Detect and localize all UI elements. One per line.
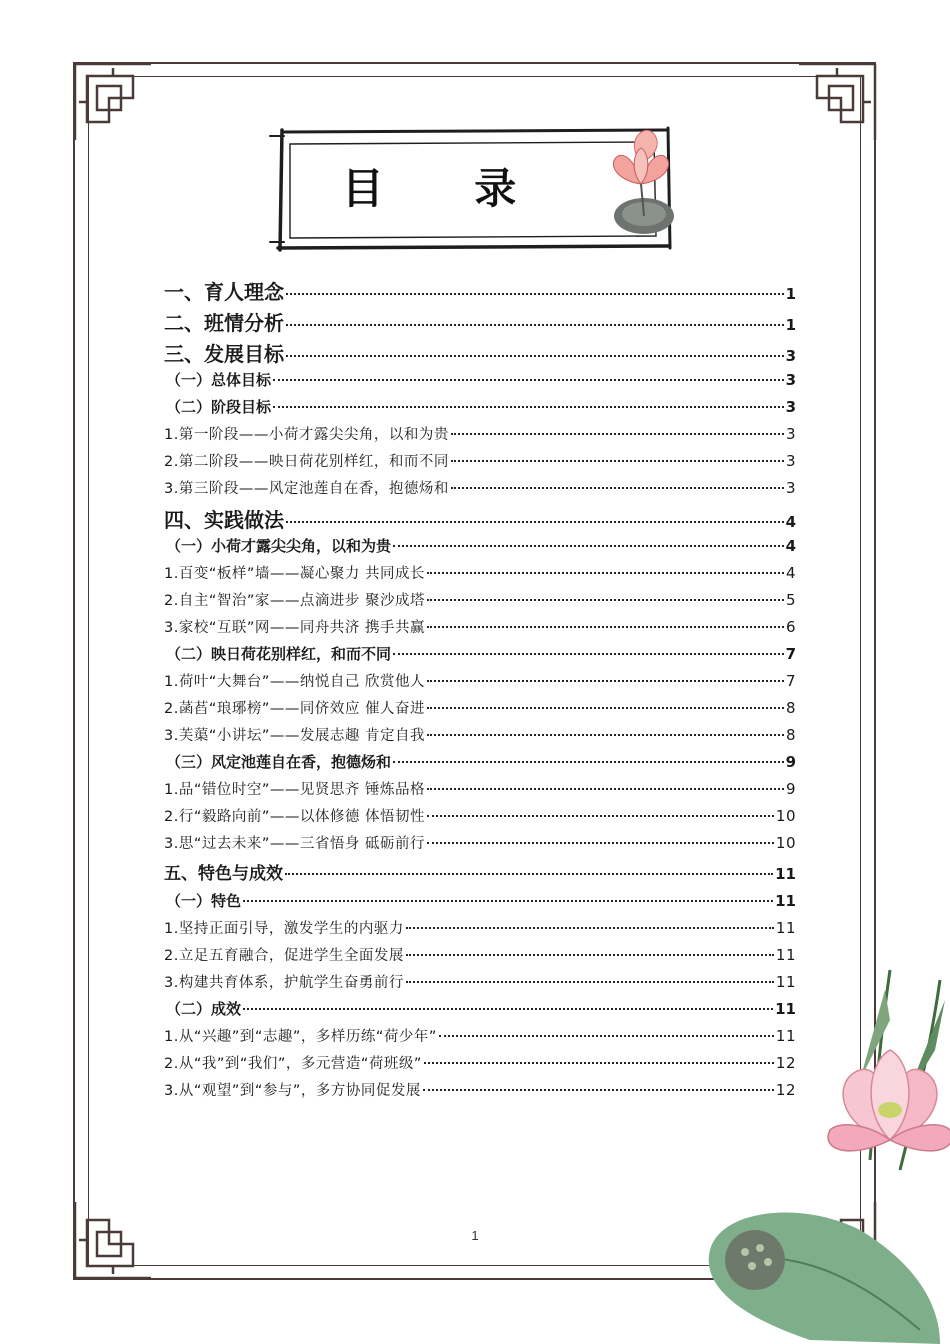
toc-entry-label: （二）映日荷花别样红，和而不同 — [166, 645, 392, 663]
toc-entry-page: 8 — [785, 726, 796, 744]
toc-entry-page: 11 — [775, 946, 796, 964]
toc-dot-leader — [427, 626, 784, 628]
toc-entry[interactable] — [164, 535, 796, 562]
toc-dot-leader — [427, 734, 784, 736]
toc-dot-leader — [406, 954, 774, 956]
toc-entry-label: 四、实践做法 — [164, 508, 284, 532]
toc-entry[interactable] — [164, 369, 796, 396]
toc-dot-leader — [451, 487, 784, 489]
toc-entry[interactable] — [164, 751, 796, 778]
toc-entry-label: （三）风定池莲自在香，抱德炀和 — [166, 753, 392, 771]
title-box — [268, 126, 678, 254]
toc-dot-leader — [393, 653, 784, 655]
toc-dot-leader — [243, 900, 773, 902]
page-title: 目 录 — [341, 164, 555, 213]
toc-entry-page: 4 — [785, 537, 796, 555]
toc-entry-page: 11 — [775, 865, 796, 883]
toc-entry-page: 4 — [785, 564, 796, 582]
toc-entry-page: 10 — [775, 834, 796, 852]
toc-entry-page: 3 — [785, 425, 796, 443]
toc-entry-page: 7 — [785, 672, 796, 690]
toc-dot-leader — [427, 842, 774, 844]
toc-entry-page: 11 — [775, 1000, 796, 1018]
toc-entry-label: 1.百变“板样”墙——凝心聚力 共同成长 — [164, 566, 425, 582]
toc-entry-page: 10 — [775, 807, 796, 825]
toc-entry-page: 9 — [785, 753, 796, 771]
toc-entry[interactable] — [164, 276, 796, 307]
toc-dot-leader — [427, 815, 774, 817]
toc-entry[interactable] — [164, 859, 796, 890]
toc-dot-leader — [393, 761, 784, 763]
toc-dot-leader — [273, 406, 784, 408]
toc-entry[interactable] — [164, 504, 796, 535]
toc-entry[interactable] — [164, 396, 796, 423]
toc-entry-label: （一）小荷才露尖尖角，以和为贵 — [166, 537, 392, 555]
toc-entry-page: 11 — [775, 973, 796, 991]
toc-dot-leader — [286, 324, 784, 326]
toc-entry[interactable] — [164, 697, 796, 724]
toc-entry-label: 3.从“观望”到“参与”，多方协同促发展 — [164, 1083, 421, 1099]
toc-entry-label: 2.自主“智治”家——点滴进步 聚沙成塔 — [164, 593, 425, 609]
toc-dot-leader — [451, 433, 784, 435]
toc-dot-leader — [427, 788, 784, 790]
toc-dot-leader — [427, 680, 784, 682]
toc-entry-page: 6 — [785, 618, 796, 636]
toc-entry[interactable] — [164, 643, 796, 670]
corner-ornament-top-left — [73, 62, 153, 142]
toc-entry-label: 2.第二阶段——映日荷花别样红，和而不同 — [164, 454, 449, 470]
toc-dot-leader — [286, 293, 784, 295]
toc-entry[interactable] — [164, 890, 796, 917]
toc-entry[interactable] — [164, 832, 796, 859]
toc-entry[interactable] — [164, 423, 796, 450]
lotus-flower-icon — [604, 122, 678, 240]
toc-entry[interactable] — [164, 338, 796, 369]
toc-dot-leader — [451, 460, 784, 462]
toc-dot-leader — [286, 521, 784, 523]
toc-entry-page: 12 — [775, 1054, 796, 1072]
toc-entry-label: 1.坚持正面引导，激发学生的内驱力 — [164, 921, 404, 937]
toc-entry[interactable] — [164, 917, 796, 944]
toc-entry-page: 1 — [785, 285, 796, 303]
toc-entry-label: 2.从“我”到“我们”，多元营造“荷班级” — [164, 1056, 422, 1072]
toc-entry-label: 五、特色与成效 — [164, 864, 283, 884]
toc-entry-page: 8 — [785, 699, 796, 717]
toc-dot-leader — [427, 572, 784, 574]
toc-dot-leader — [427, 707, 784, 709]
toc-entry[interactable] — [164, 450, 796, 477]
toc-entry-page: 1 — [785, 316, 796, 334]
toc-entry[interactable] — [164, 589, 796, 616]
toc-entry-label: 3.构建共育体系，护航学生奋勇前行 — [164, 975, 404, 991]
toc-entry-label: 1.从“兴趣”到“志趣”，多样历练“荷少年” — [164, 1029, 437, 1045]
toc-entry-page: 3 — [785, 398, 796, 416]
toc-entry[interactable] — [164, 307, 796, 338]
toc-entry-label: 1.品“错位时空”——见贤思齐 锤炼品格 — [164, 782, 425, 798]
toc-entry-page: 9 — [785, 780, 796, 798]
toc-entry-label: 二、班情分析 — [164, 311, 284, 335]
toc-entry-label: （二）成效 — [166, 1000, 242, 1018]
toc-entry[interactable] — [164, 477, 796, 504]
toc-entry-page: 12 — [775, 1081, 796, 1099]
toc-entry[interactable] — [164, 616, 796, 643]
toc-entry-label: 3.家校“互联”网——同舟共济 携手共赢 — [164, 620, 425, 636]
toc-entry-page: 5 — [785, 591, 796, 609]
toc-entry-label: （二）阶段目标 — [166, 398, 272, 416]
toc-entry[interactable] — [164, 670, 796, 697]
toc-entry-label: 3.思“过去未来”——三省悟身 砥砺前行 — [164, 836, 425, 852]
toc-entry-page: 4 — [785, 513, 796, 531]
toc-entry-label: （一）特色 — [166, 892, 242, 910]
toc-entry-label: 2.行“毅路向前”——以体修德 体悟韧性 — [164, 809, 425, 825]
toc-entry-page: 11 — [775, 892, 796, 910]
toc-dot-leader — [285, 873, 773, 875]
toc-entry-page: 11 — [775, 1027, 796, 1045]
toc-entry-label: 3.第三阶段——风定池莲自在香，抱德炀和 — [164, 481, 449, 497]
toc-entry-page: 3 — [785, 347, 796, 365]
lotus-illustration-icon — [690, 960, 950, 1344]
toc-entry-label: （一）总体目标 — [166, 371, 272, 389]
toc-dot-leader — [427, 599, 784, 601]
page-number: 1 — [471, 1228, 479, 1243]
toc-entry[interactable] — [164, 778, 796, 805]
toc-dot-leader — [286, 355, 784, 357]
toc-entry-label: 1.荷叶“大舞台”——纳悦自己 欣赏他人 — [164, 674, 425, 690]
toc-entry-page: 3 — [785, 479, 796, 497]
toc-entry-page: 7 — [785, 645, 796, 663]
toc-dot-leader — [393, 545, 784, 547]
toc-dot-leader — [273, 379, 784, 381]
toc-dot-leader — [406, 927, 774, 929]
corner-ornament-top-right — [797, 62, 877, 142]
toc-entry-page: 3 — [785, 452, 796, 470]
toc-entry[interactable] — [164, 724, 796, 751]
toc-entry-label: 3.芙蕖“小讲坛”——发展志趣 肯定自我 — [164, 728, 425, 744]
toc-entry[interactable] — [164, 562, 796, 589]
toc-entry-label: 三、发展目标 — [164, 342, 284, 366]
toc-entry-page: 3 — [785, 371, 796, 389]
toc-entry-label: 1.第一阶段——小荷才露尖尖角，以和为贵 — [164, 427, 449, 443]
toc-entry-label: 一、育人理念 — [164, 280, 284, 304]
toc-entry-label: 2.立足五育融合，促进学生全面发展 — [164, 948, 404, 964]
toc-entry-page: 11 — [775, 919, 796, 937]
toc-entry-label: 2.菡萏“琅琊榜”——同侪效应 催人奋进 — [164, 701, 425, 717]
toc-entry[interactable] — [164, 805, 796, 832]
